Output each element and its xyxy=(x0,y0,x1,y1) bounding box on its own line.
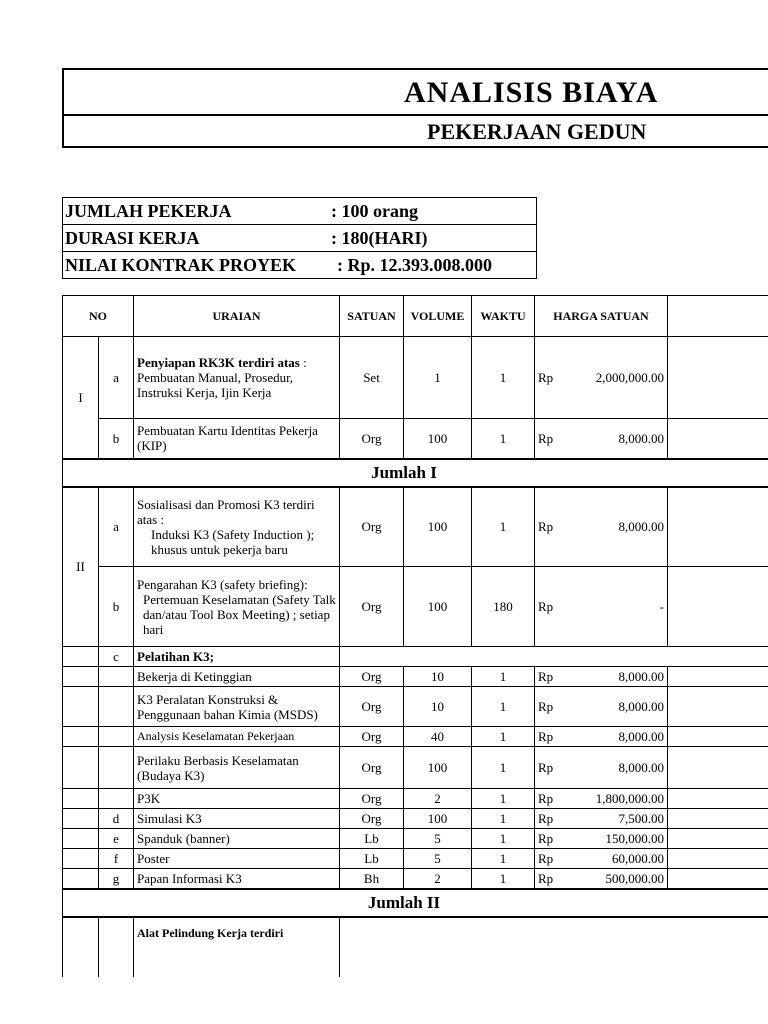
item-harga: 8,000.00 xyxy=(571,667,668,687)
item-detail: Pembuatan Manual, Prosedur, Instruksi Kerja, Ijin Kerja xyxy=(137,370,294,400)
table-row xyxy=(63,829,768,849)
item-volume: 100 xyxy=(404,487,472,567)
item-description: Simulasi K3 xyxy=(134,809,340,829)
item-currency: Rp xyxy=(535,419,571,459)
item-volume: 100 xyxy=(404,567,472,647)
info-label: DURASI KERJA xyxy=(65,227,200,248)
section-number: II xyxy=(63,487,99,647)
item-satuan: Org xyxy=(340,747,404,789)
training-row xyxy=(63,789,768,809)
sub-item-letter: d xyxy=(99,809,134,829)
item-volume: 2 xyxy=(404,869,472,889)
info-value: : Rp. 12.393.008.000 xyxy=(337,254,493,275)
subtotal-label: Jumlah I xyxy=(63,459,768,487)
item-harga: 150,000.00 xyxy=(571,829,668,849)
col-header-waktu: WAKTU xyxy=(472,296,535,337)
training-row xyxy=(63,687,768,727)
info-row-contract-value xyxy=(63,252,537,279)
subtotal-row xyxy=(63,889,768,917)
item-waktu: 1 xyxy=(472,809,535,829)
info-label: NILAI KONTRAK PROYEK xyxy=(65,254,297,275)
table-row xyxy=(63,849,768,869)
title-divider xyxy=(64,114,768,116)
item-waktu: 1 xyxy=(472,337,535,419)
item-satuan: Org xyxy=(340,419,404,459)
subtotal-label: Jumlah II xyxy=(63,889,768,917)
item-volume: 1 xyxy=(404,337,472,419)
item-description: Poster xyxy=(134,849,340,869)
cost-analysis-table xyxy=(62,295,768,977)
item-currency: Rp xyxy=(535,687,571,727)
item-description: Analysis Keselamatan Pekerjaan xyxy=(134,727,340,747)
item-title: Penyiapan RK3K terdiri atas xyxy=(137,355,300,370)
item-description: Pembuatan Kartu Identitas Pekerja (KIP) xyxy=(134,419,340,459)
item-waktu: 1 xyxy=(472,849,535,869)
item-satuan: Org xyxy=(340,667,404,687)
item-description xyxy=(134,337,340,419)
subtotal-row xyxy=(63,459,768,487)
col-header-harga: HARGA SATUAN xyxy=(535,296,668,337)
item-waktu: 1 xyxy=(472,747,535,789)
item-satuan: Lb xyxy=(340,849,404,869)
item-description: Spanduk (banner) xyxy=(134,829,340,849)
document-title: ANALISIS BIAYA xyxy=(404,76,659,109)
item-description: P3K xyxy=(134,789,340,809)
item-title-suffix: : xyxy=(299,355,307,370)
table-row xyxy=(63,869,768,889)
item-description xyxy=(134,487,340,567)
item-detail: Pertemuan Keselamatan (Safety Talk dan/atau Tool Box Meeting) ; setiap hari xyxy=(143,591,336,637)
item-waktu: 180 xyxy=(472,567,535,647)
sub-item-letter: b xyxy=(99,567,134,647)
item-harga: 7,500.00 xyxy=(571,809,668,829)
item-volume: 5 xyxy=(404,849,472,869)
item-waktu: 1 xyxy=(472,869,535,889)
item-volume: 10 xyxy=(404,667,472,687)
item-intro: Pengarahan K3 (safety briefing): xyxy=(137,576,308,592)
item-description: K3 Peralatan Konstruksi & Penggunaan bahan Kimia (MSDS) xyxy=(134,687,340,727)
item-waktu: 1 xyxy=(472,829,535,849)
item-currency: Rp xyxy=(535,869,571,889)
item-volume: 100 xyxy=(404,747,472,789)
item-satuan: Set xyxy=(340,337,404,419)
table-row xyxy=(63,809,768,829)
item-harga: 8,000.00 xyxy=(571,747,668,789)
training-row xyxy=(63,747,768,789)
item-intro: Sosialisasi dan Promosi K3 terdiri atas : xyxy=(137,496,315,527)
document-subtitle: PEKERJAAN GEDUN xyxy=(427,119,647,144)
item-harga: 500,000.00 xyxy=(571,869,668,889)
item-volume: 100 xyxy=(404,419,472,459)
item-currency: Rp xyxy=(535,337,571,419)
item-waktu: 1 xyxy=(472,687,535,727)
item-currency: Rp xyxy=(535,667,571,687)
item-harga: 8,000.00 xyxy=(571,727,668,747)
item-currency: Rp xyxy=(535,487,571,567)
item-harga: 8,000.00 xyxy=(571,687,668,727)
item-detail: Induksi K3 (Safety Induction ); khusus untuk pekerja baru xyxy=(151,526,315,557)
item-currency: Rp xyxy=(535,809,571,829)
sub-item-letter: a xyxy=(99,487,134,567)
item-currency: Rp xyxy=(535,789,571,809)
section-number: I xyxy=(63,337,99,459)
sub-item-letter: f xyxy=(99,849,134,869)
sub-item-letter: e xyxy=(99,829,134,849)
item-harga: - xyxy=(571,567,668,647)
info-value: : 100 orang xyxy=(331,200,418,221)
info-label: JUMLAH PEKERJA xyxy=(65,200,232,221)
item-description xyxy=(134,567,340,647)
item-currency: Rp xyxy=(535,829,571,849)
training-row xyxy=(63,667,768,687)
item-volume: 10 xyxy=(404,687,472,727)
sub-item-letter: b xyxy=(99,419,134,459)
item-waktu: 1 xyxy=(472,487,535,567)
title-block xyxy=(62,68,768,148)
item-harga: 1,800,000.00 xyxy=(571,789,668,809)
item-satuan: Org xyxy=(340,567,404,647)
item-title: Alat Pelindung Kerja terdiri xyxy=(134,917,340,977)
item-satuan: Lb xyxy=(340,829,404,849)
sub-item-letter: c xyxy=(99,647,134,667)
item-currency: Rp xyxy=(535,567,571,647)
item-currency: Rp xyxy=(535,849,571,869)
item-harga: 60,000.00 xyxy=(571,849,668,869)
project-info-table xyxy=(62,197,537,279)
info-row-workers xyxy=(63,198,537,225)
table-row xyxy=(63,647,768,667)
table-row xyxy=(63,337,768,419)
item-description: Bekerja di Ketinggian xyxy=(134,667,340,687)
item-waktu: 1 xyxy=(472,667,535,687)
item-waktu: 1 xyxy=(472,419,535,459)
item-volume: 2 xyxy=(404,789,472,809)
training-row xyxy=(63,727,768,747)
item-description: Papan Informasi K3 xyxy=(134,869,340,889)
table-row xyxy=(63,419,768,459)
table-row xyxy=(63,567,768,647)
item-harga: 8,000.00 xyxy=(571,487,668,567)
col-header-volume: VOLUME xyxy=(404,296,472,337)
item-satuan: Org xyxy=(340,809,404,829)
item-satuan: Bh xyxy=(340,869,404,889)
col-header-no: NO xyxy=(63,296,134,337)
sub-item-letter: a xyxy=(99,337,134,419)
col-header-uraian: URAIAN xyxy=(134,296,340,337)
item-satuan: Org xyxy=(340,789,404,809)
item-currency: Rp xyxy=(535,747,571,789)
table-header xyxy=(63,296,768,337)
item-description: Perilaku Berbasis Keselamatan (Budaya K3) xyxy=(134,747,340,789)
item-volume: 40 xyxy=(404,727,472,747)
col-header-satuan: SATUAN xyxy=(340,296,404,337)
item-waktu: 1 xyxy=(472,789,535,809)
item-volume: 100 xyxy=(404,809,472,829)
item-satuan: Org xyxy=(340,687,404,727)
item-volume: 5 xyxy=(404,829,472,849)
item-harga: 8,000.00 xyxy=(571,419,668,459)
item-title: Pelatihan K3; xyxy=(134,647,340,667)
info-row-duration xyxy=(63,225,537,252)
table-row xyxy=(63,487,768,567)
item-satuan: Org xyxy=(340,727,404,747)
item-waktu: 1 xyxy=(472,727,535,747)
item-currency: Rp xyxy=(535,727,571,747)
sub-item-letter: g xyxy=(99,869,134,889)
item-harga: 2,000,000.00 xyxy=(571,337,668,419)
table-row xyxy=(63,917,768,977)
info-value: : 180(HARI) xyxy=(331,227,428,248)
item-satuan: Org xyxy=(340,487,404,567)
